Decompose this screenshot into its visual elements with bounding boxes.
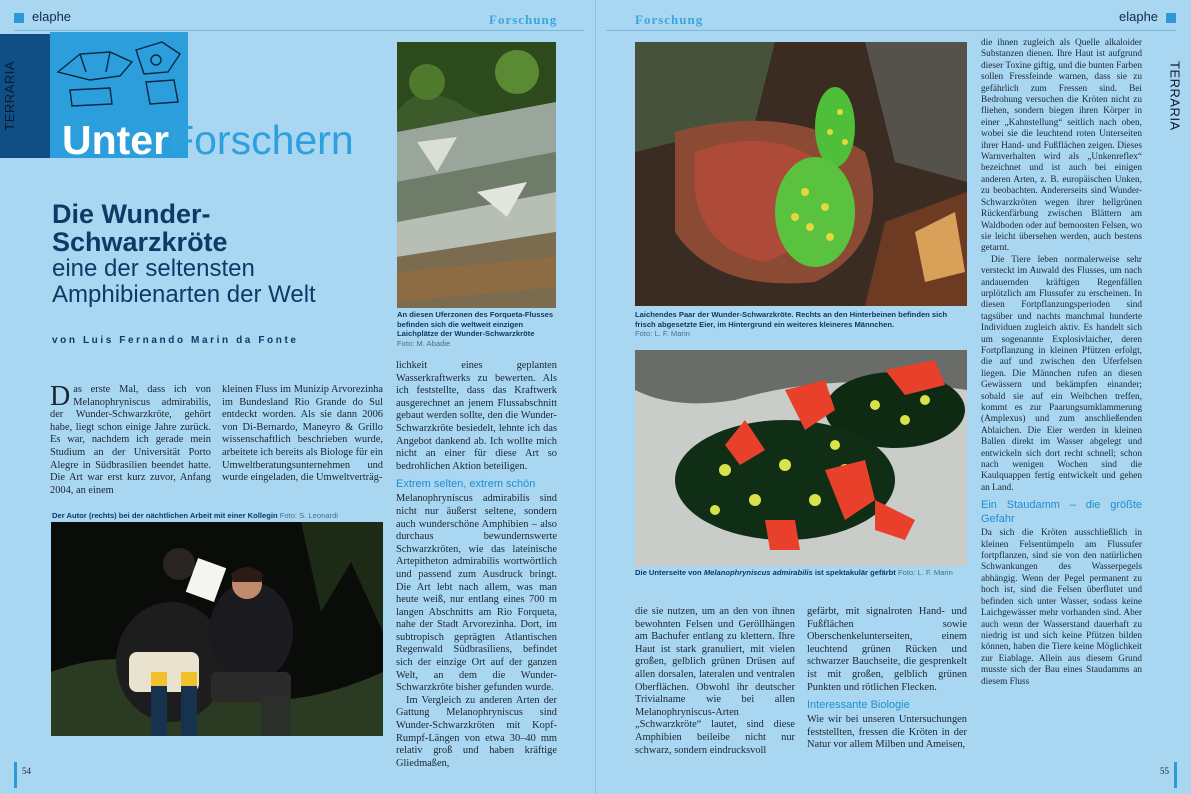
series-title-part-a: Unter bbox=[62, 117, 170, 163]
column-3 bbox=[396, 360, 557, 770]
side-tab-right-label: TERRARIA bbox=[1167, 61, 1183, 131]
page-number-right: 55 bbox=[1160, 766, 1169, 776]
magazine-name-right: elaphe bbox=[1119, 9, 1159, 24]
header-marker-right bbox=[1166, 13, 1176, 23]
author-caption-credit: Foto: S. Leonardi bbox=[279, 511, 338, 520]
magazine-name-left: elaphe bbox=[32, 9, 72, 24]
pair-caption-credit: Foto: L. F. Marin bbox=[635, 329, 690, 339]
river-photo-image bbox=[397, 42, 556, 308]
column-4-paragraph: die sie nutzen, um an den von ihnen bewohnten Felsen und Geröllhängen am Bachufer entlang zu klettern. Ihre Haut ist stark granuliert, mit vielen großen, gelblich grünen Drüsen auf allen dorsalen, lateralen und ventralen Oberflächen. Obwohl ihr deutscher Trivialname wie bei allen Melanophryniscus-Arten „Schwarzkröte“ lautet, sind diese Amphibien beileibe nicht nur schwarz, sondern eindrucksvoll bbox=[635, 606, 795, 756]
underside-caption-species: Melanophryniscus admirabilis bbox=[703, 568, 813, 577]
side-tab-left bbox=[0, 34, 18, 158]
pair-photo-caption bbox=[635, 310, 967, 339]
drop-cap: D bbox=[50, 381, 71, 412]
title-line-3: eine der seltensten bbox=[52, 255, 255, 282]
underside-caption-credit: Foto: L. F. Marin bbox=[897, 568, 953, 577]
footer-marker-left bbox=[14, 762, 17, 788]
column-3-paragraph-3: Im Vergleich zu anderen Arten der Gattung Melanophryniscus sind Wunder-Schwarzkröten mit Kopf-Rumpf-Längen von etwa 30–40 mm relativ groß und haben kräftige Gliedmaßen, bbox=[396, 694, 557, 769]
column-1-text: as erste Mal, dass ich von Melanophryniscus admirabilis, der Wunder-Schwarzkröte, gehört habe, liegt schon einige Jahre zurück. Es war, nachdem ich gerade mein Studium an der Universität Porto Alegre in Südbrasilien beendet hatte. Die Art war erst kurz zuvor, Anfang 2004, an einem bbox=[50, 384, 211, 496]
header-rule-right bbox=[606, 30, 1176, 31]
river-photo bbox=[397, 42, 556, 308]
author-photo-image bbox=[51, 522, 383, 736]
column-6-paragraph-2: Die Tiere leben normalerweise sehr versteckt im Auwald des Flusses, um nach andauernden kräftigen Regenfällen urplötzlich am Flussufer zu erscheinen. In diesen Fortpflanzungsperioden sind tagsüber und nachts manchmal hunderte Individuen zugleich aktiv. Es handelt sich um sogenannte Explosivlaicher, deren Fortpflanzung in kleinen Pfützen erfolgt, die auf und zwischen den Uferfelsen liegen. Die Männchen rufen an diesen Gewässern und bekämpfen einander; sobald sie auf ein Weibchen treffen, kommt es zur Paarungsumklammerung (Amplexus) und zum anschließenden Ablaichen. Die Eier werden in kleinen Ballen direkt im Wasser abgelegt und entwickeln sich dort recht schnell; schon nach wenigen Wochen sind die Kaulquappen fertig entwickelt und gehen an Land. bbox=[981, 254, 1142, 493]
underside-caption-b: ist spektakulär gefärbt bbox=[814, 568, 896, 577]
page-number-left: 54 bbox=[22, 766, 31, 776]
header-rule-left bbox=[14, 30, 584, 31]
column-3-paragraph-2: Melanophryniscus admirabilis sind nicht nur äußerst seltene, sondern auch wunderschöne Amphibien – also durchaus bewundernswerte Schwarzkröten, wie das lateinische Artepitheton admirabilis wortwörtlich und passend zum Ausdruck bringt. Die Art lebt nach allem, was man heute weiß, nur entlang eines 700 m langen Abschnitts am Rio Forqueta, nahe der Stadt Arvorezinha. Dort, im subtropisch geprägten Atlantischen Regenwald Südbrasiliens, befindet sich der einzige Ort auf der ganzen Welt, an dem die Wunder-Schwarzkröte bisher gefunden wurde. bbox=[396, 493, 557, 694]
series-title bbox=[62, 118, 354, 162]
underside-photo bbox=[635, 350, 967, 566]
side-tab-left-fill bbox=[18, 34, 50, 158]
river-photo-caption bbox=[397, 310, 557, 348]
subheading-staudamm: Ein Staudamm – die größte Gefahr bbox=[981, 499, 1142, 526]
river-caption-text: An diesen Uferzonen des Forqueta-Flusses befinden sich die weltweit einzigen Laichplätze der Wunder-Schwarzkröte bbox=[397, 310, 554, 339]
byline: von Luis Fernando Marin da Fonte bbox=[52, 335, 299, 346]
column-6-paragraph-3: Da sich die Kröten ausschließlich in kleinen Felsentümpeln am Flussufer fortpflanzen, sind sie von den natürlichen Schwankungen des Wasserpegels abhängig. Wenn der Pegel permanent zu hoch ist, sind die Felsen überflutet und befinden sich unter Wasser, sodass keine Laichgewässer mehr vorhanden sind. Aber auch wenn der Wasserstand dauerhaft zu niedrig ist und sich keine Pfützen bilden können, haben die Tiere keine Möglichkeit zur Eiablage. Allein aus diesem Grund musste sich der Bau eines Staudamms an diesem Fluss bbox=[981, 528, 1142, 687]
right-page bbox=[596, 0, 1191, 794]
header-marker-left bbox=[14, 13, 24, 23]
column-6 bbox=[981, 38, 1142, 688]
article-title bbox=[52, 200, 316, 308]
section-name-left: Forschung bbox=[489, 12, 558, 27]
spawning-pair-image bbox=[635, 42, 967, 306]
river-caption-credit: Foto: M. Abadie bbox=[397, 338, 451, 348]
left-page bbox=[0, 0, 595, 794]
spawning-pair-photo bbox=[635, 42, 967, 306]
column-5-paragraph-2: Wie wir bei unseren Untersuchungen feststellten, fressen die Kröten in der Natur vor allem Milben und Ameisen, bbox=[807, 714, 967, 751]
subheading-extrem-selten: Extrem selten, extrem schön bbox=[396, 478, 536, 491]
side-tab-left-label: TERRARIA bbox=[1, 61, 17, 131]
underside-photo-caption bbox=[635, 568, 967, 578]
column-2-paragraph: kleinen Fluss im Munizip Arvorezinha im Bundesland Rio Grande do Sul entdeckt worden. Als sie dann 2006 von Di-Bernardo, Maneyro & Grillo wissenschaftlich beschrieben wurde, arbeitete ich bereits als Biologe für ein Umweltberatungsunternehmen und wurde eingeladen, die Umweltverträg- bbox=[222, 384, 383, 484]
column-5-paragraph-1: gefärbt, mit signalroten Hand- und Fußflächen sowie Oberschenkelunterseiten, einem leuchtend grünen Rücken und schwarzer Bauchseite, die gesprenkelt ist mit großen, gelblich grünen Punkten und rötlichen Flecken. bbox=[807, 606, 967, 693]
title-line-2: Schwarzkröte bbox=[52, 227, 228, 257]
footer-marker-right bbox=[1174, 762, 1177, 788]
author-photo-caption bbox=[52, 511, 382, 521]
side-tab-right bbox=[1162, 34, 1188, 158]
author-photo bbox=[51, 522, 383, 736]
column-4 bbox=[635, 606, 795, 757]
researcher-sketch-icon bbox=[50, 32, 188, 112]
pair-caption-text: Laichendes Paar der Wunder-Schwarzkröte. Rechts an den Hinterbeinen befinden sich frisch abgesetzte Eier, im Hintergrund ein weiteres kleineres Männchen. bbox=[635, 310, 948, 329]
column-1-paragraph bbox=[50, 381, 211, 497]
title-line-4: Amphibienarten der Welt bbox=[52, 281, 316, 308]
column-2 bbox=[222, 384, 383, 485]
subheading-interessante-biologie: Interessante Biologie bbox=[807, 699, 910, 712]
underside-image bbox=[635, 350, 967, 566]
author-caption-text: Der Autor (rechts) bei der nächtlichen Arbeit mit einer Kollegin bbox=[52, 511, 278, 520]
series-title-part-b: Forschern bbox=[169, 117, 354, 163]
column-6-paragraph-1: die ihnen zugleich als Quelle alkaloider Substanzen dienen. Ihre Haut ist aufgrund dieser Toxine giftig, und die bunten Farben sollen Fressfeinde warnen, dass sie zu gefährlich zum Fressen sind. Bei Bedrohung versuchen die Kröten nicht zu fliehen, sondern biegen ihren Körper in einer „Kahnstellung“ seitlich nach oben, wobei sie die leuchtend roten Unterseiten ihrer Hand- und Fußflächen zeigen. Dieses Warnverhalten wird als „Unkenreflex“ bezeichnet und ist auch bei einigen anderen Arten, z. B. europäischen Unken, zu beobachten. Andererseits sind Wunder-Schwarzkröten wegen ihrer hellgrünen Rückenfärbung zwischen Blättern am Waldboden oder auf bemoosten Felsen, wo sie leicht übersehen werden, auch bestens getarnt. bbox=[981, 38, 1142, 254]
title-line-1: Die Wunder- bbox=[52, 199, 211, 229]
section-name-right: Forschung bbox=[635, 12, 704, 27]
column-3-paragraph-1: lichkeit eines geplanten Wasserkraftwerks zu bewerten. Als ich feststellte, dass das Kraftwerk ausgerechnet an jenem Flussabschnitt gebaut werden sollte, den die Wunder-Schwarzkröte besiedelt, lehnte ich das Angebot dankend ab. Ich wollte mich nicht an einer für diese Art so bedrohlichen Aktion beteiligen. bbox=[396, 360, 557, 472]
column-5 bbox=[807, 606, 967, 752]
column-1 bbox=[50, 381, 211, 497]
underside-caption-a: Die Unterseite von bbox=[635, 568, 702, 577]
